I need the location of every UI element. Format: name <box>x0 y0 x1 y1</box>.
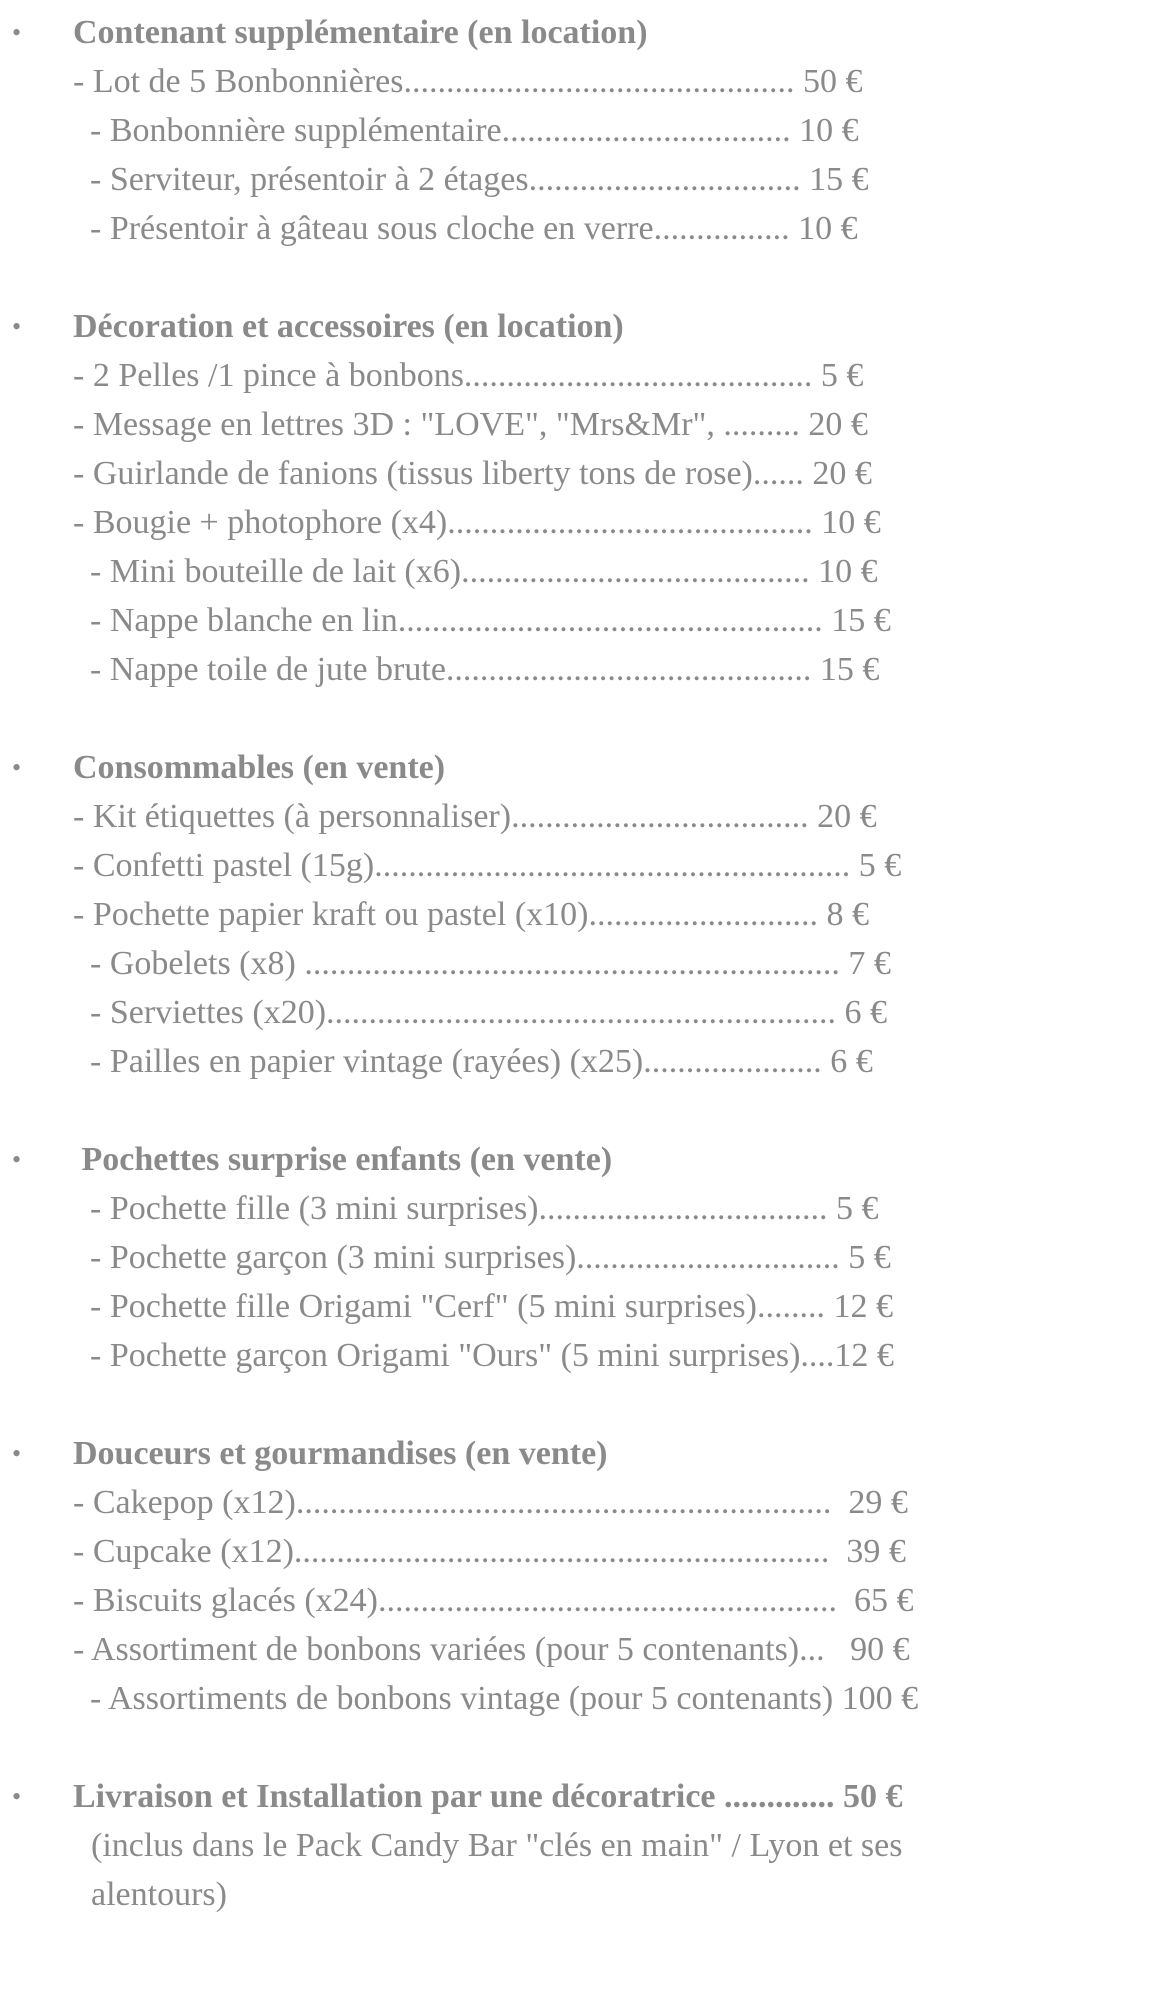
list-item: - Bonbonnière supplémentaire.................................. 10 € <box>73 112 859 149</box>
bullet-icon: • <box>12 312 22 341</box>
list-item: - Serviteur, présentoir à 2 étages................................ 15 € <box>73 161 869 198</box>
section-livraison <box>0 1772 1150 1919</box>
list-item: - Mini bouteille de lait (x6)......................................... 10 € <box>73 553 878 590</box>
list-item: - 2 Pelles /1 pince à bonbons......................................... 5 € <box>73 357 864 394</box>
list-item: - Pailles en papier vintage (rayées) (x25)..................... 6 € <box>73 1043 873 1080</box>
list-item: - Serviettes (x20)............................................................ 6 € <box>73 994 888 1031</box>
list-item: - Guirlande de fanions (tissus liberty tons de rose)...... 20 € <box>73 455 872 492</box>
delivery-note: (inclus dans le Pack Candy Bar "clés en main" / Lyon et ses alentours) <box>91 1827 903 1913</box>
section-title: Consommables (en vente) <box>73 749 446 786</box>
list-item: - Bougie + photophore (x4)........................................... 10 € <box>73 504 881 541</box>
list-item: - Assortiments de bonbons vintage (pour 5 contenants) 100 € <box>73 1680 919 1717</box>
section-title: Décoration et accessoires (en location) <box>73 308 624 345</box>
section-heading <box>0 8 1150 57</box>
list-item: - Pochette fille (3 mini surprises).................................. 5 € <box>73 1190 879 1227</box>
section-heading <box>0 302 1150 351</box>
section-heading <box>0 743 1150 792</box>
list-item: - Kit étiquettes (à personnaliser)................................... 20 € <box>73 798 877 835</box>
section-heading <box>0 1135 633 1184</box>
list-item: - Pochette garçon Origami "Ours" (5 mini surprises)....12 € <box>73 1337 894 1374</box>
bullet-icon: • <box>12 1145 22 1174</box>
list-item: - Message en lettres 3D : "LOVE", "Mrs&Mr", ......... 20 € <box>73 406 868 443</box>
list-item: - Cakepop (x12)............................................................... 29 € <box>73 1484 908 1521</box>
section-decoration <box>0 302 1150 694</box>
list-item: - Biscuits glacés (x24)...................................................... 65 € <box>73 1582 914 1619</box>
section-title: Contenant supplémentaire (en location) <box>73 14 648 51</box>
section-heading <box>0 1772 1150 1821</box>
section-consommables <box>0 743 1150 1086</box>
price-list <box>0 8 1150 1968</box>
bullet-icon: • <box>12 1439 22 1468</box>
section-title: Livraison et Installation par une décoratrice ............. 50 € <box>73 1778 903 1815</box>
section-douceurs <box>0 1429 1150 1723</box>
list-item: - Assortiment de bonbons variées (pour 5 contenants)... 90 € <box>73 1631 910 1668</box>
bullet-icon: • <box>12 1782 22 1811</box>
list-item: - Nappe toile de jute brute........................................... 15 € <box>73 651 880 688</box>
section-title: Douceurs et gourmandises (en vente) <box>73 1435 608 1472</box>
section-contenant <box>0 8 1150 253</box>
section-title: Pochettes surprise enfants (en vente) <box>73 1141 613 1178</box>
list-item: - Pochette papier kraft ou pastel (x10)........................... 8 € <box>73 896 869 933</box>
list-item: - Présentoir à gâteau sous cloche en verre................ 10 € <box>73 210 858 247</box>
list-item: - Gobelets (x8) ............................................................... 7 € <box>73 945 891 982</box>
list-item: - Nappe blanche en lin.................................................. 15 € <box>73 602 891 639</box>
section-heading <box>0 1429 1150 1478</box>
bullet-icon: • <box>12 753 22 782</box>
list-item: - Confetti pastel (15g)........................................................ 5 € <box>73 847 902 884</box>
list-item: - Pochette fille Origami "Cerf" (5 mini surprises)........ 12 € <box>73 1288 893 1325</box>
bullet-icon: • <box>12 18 22 47</box>
list-item: - Pochette garçon (3 mini surprises)............................... 5 € <box>73 1239 891 1276</box>
list-item: - Lot de 5 Bonbonnières.............................................. 50 € <box>73 63 863 100</box>
section-pochettes <box>0 1135 1150 1380</box>
list-item: - Cupcake (x12)............................................................... 39 € <box>73 1533 906 1570</box>
